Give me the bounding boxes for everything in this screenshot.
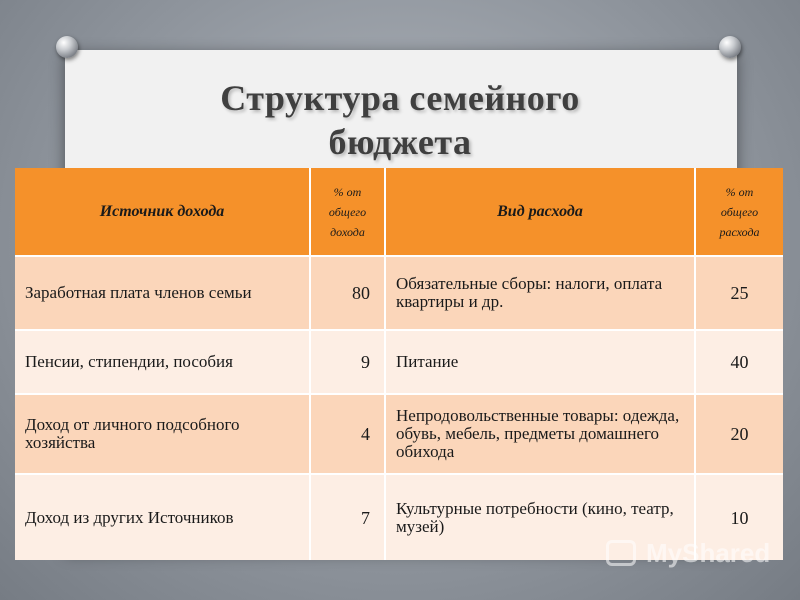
header-expense-pct: % от общего расхода xyxy=(695,168,783,256)
table-row xyxy=(15,256,783,330)
income-source-cell: Доход из других Источников xyxy=(15,474,310,560)
expense-pct-cell: 25 xyxy=(695,256,783,330)
presentation-icon xyxy=(606,540,636,566)
table-row xyxy=(15,330,783,394)
income-source-cell: Пенсии, стипендии, пособия xyxy=(15,330,310,394)
expense-type-cell: Питание xyxy=(385,330,695,394)
slide-title: Структура семейного бюджета xyxy=(220,78,580,162)
income-pct-cell: 7 xyxy=(310,474,385,560)
expense-pct-cell: 10 xyxy=(695,474,783,560)
expense-pct-cell: 40 xyxy=(695,330,783,394)
watermark-text: MyShared xyxy=(646,538,771,568)
expense-type-cell: Обязательные сборы: налоги, оплата квартиры и др. xyxy=(385,256,695,330)
budget-table xyxy=(15,168,783,560)
expense-pct-cell: 20 xyxy=(695,394,783,474)
expense-type-cell: Непродовольственные товары: одежда, обувь, мебель, предметы домашнего обихода xyxy=(385,394,695,474)
watermark xyxy=(606,536,786,576)
table-row xyxy=(15,394,783,474)
income-source-cell: Доход от личного подсобного хозяйства xyxy=(15,394,310,474)
table-header-row xyxy=(15,168,783,256)
expense-type-cell: Культурные потребности (кино, театр, музей) xyxy=(385,474,695,560)
income-pct-cell: 80 xyxy=(310,256,385,330)
header-expense-type: Вид расхода xyxy=(385,168,695,256)
header-income-pct: % от общего дохода xyxy=(310,168,385,256)
income-pct-cell: 9 xyxy=(310,330,385,394)
income-source-cell: Заработная плата членов семьи xyxy=(15,256,310,330)
pushpin-icon xyxy=(56,36,78,58)
income-pct-cell: 4 xyxy=(310,394,385,474)
pushpin-icon xyxy=(719,36,741,58)
header-income-source: Источник дохода xyxy=(15,168,310,256)
